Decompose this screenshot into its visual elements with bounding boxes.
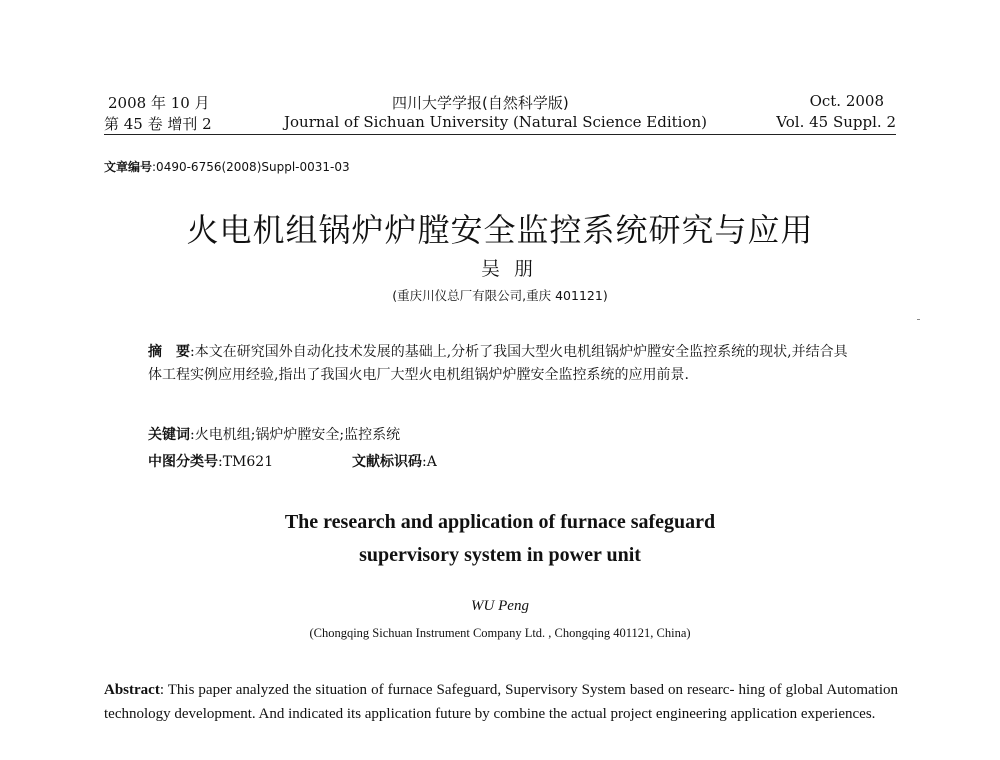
keywords-cn-text: :火电机组;锅炉炉膛安全;监控系统: [190, 427, 401, 443]
abstract-en: [104, 678, 898, 726]
scan-speck: [917, 319, 920, 320]
article-number-value: :0490-6756(2008)Suppl-0031-03: [152, 160, 350, 174]
classification-cn: [148, 451, 273, 471]
classification-cn-text: :TM621: [218, 454, 274, 470]
title-en: [0, 506, 1000, 572]
title-en-line1: The research and application of furnace safeguard: [284, 511, 716, 533]
abstract-cn: [148, 341, 860, 387]
header-date-cn: 2008 年 10 月: [108, 94, 210, 112]
header-volume-en: Vol. 45 Suppl. 2: [776, 113, 896, 131]
author-en: WU Peng: [471, 598, 529, 614]
header-volume-cn: 第 45 卷 增刊 2: [104, 115, 212, 133]
title-cn: 火电机组锅炉炉膛安全监控系统研究与应用: [186, 211, 814, 249]
affiliation-en: (Chongqing Sichuan Instrument Company Ltd. , Chongqing 401121, China): [309, 626, 691, 640]
header-journal-en: Journal of Sichuan University (Natural Science Edition): [284, 113, 708, 131]
abstract-cn-label: 摘 要: [148, 344, 190, 360]
header-rule: [104, 134, 896, 135]
header-journal-cn: 四川大学学报(自然科学版): [392, 94, 569, 112]
document-code-label: 文献标识码: [352, 454, 422, 470]
classification-cn-label: 中图分类号: [148, 454, 218, 470]
keywords-cn: [148, 424, 400, 444]
keywords-cn-label: 关键词: [148, 427, 190, 443]
document-code-text: :A: [422, 454, 437, 470]
abstract-cn-text: :本文在研究国外自动化技术发展的基础上,分析了我国大型火电机组锅炉炉膛安全监控系统的现状,并结合具体工程实例应用经验,指出了我国火电厂大型火电机组锅炉炉膛安全监控系统的应用前景.: [148, 344, 848, 383]
affiliation-cn: (重庆川仪总厂有限公司,重庆 401121): [392, 288, 608, 303]
abstract-en-label: Abstract: [104, 682, 160, 698]
article-number: [104, 158, 350, 175]
article-number-label: 文章编号: [104, 160, 153, 174]
author-cn: 吴朋: [480, 258, 547, 280]
document-code: [352, 451, 437, 471]
title-en-line2: supervisory system in power unit: [359, 544, 641, 566]
header-date-en: Oct. 2008: [809, 92, 884, 110]
abstract-en-text: : This paper analyzed the situation of furnace Safeguard, Supervisory System based on researc- hing of global Automation technology development. And indicated its application future by combine the actual project engineering application experiences.: [104, 682, 898, 722]
